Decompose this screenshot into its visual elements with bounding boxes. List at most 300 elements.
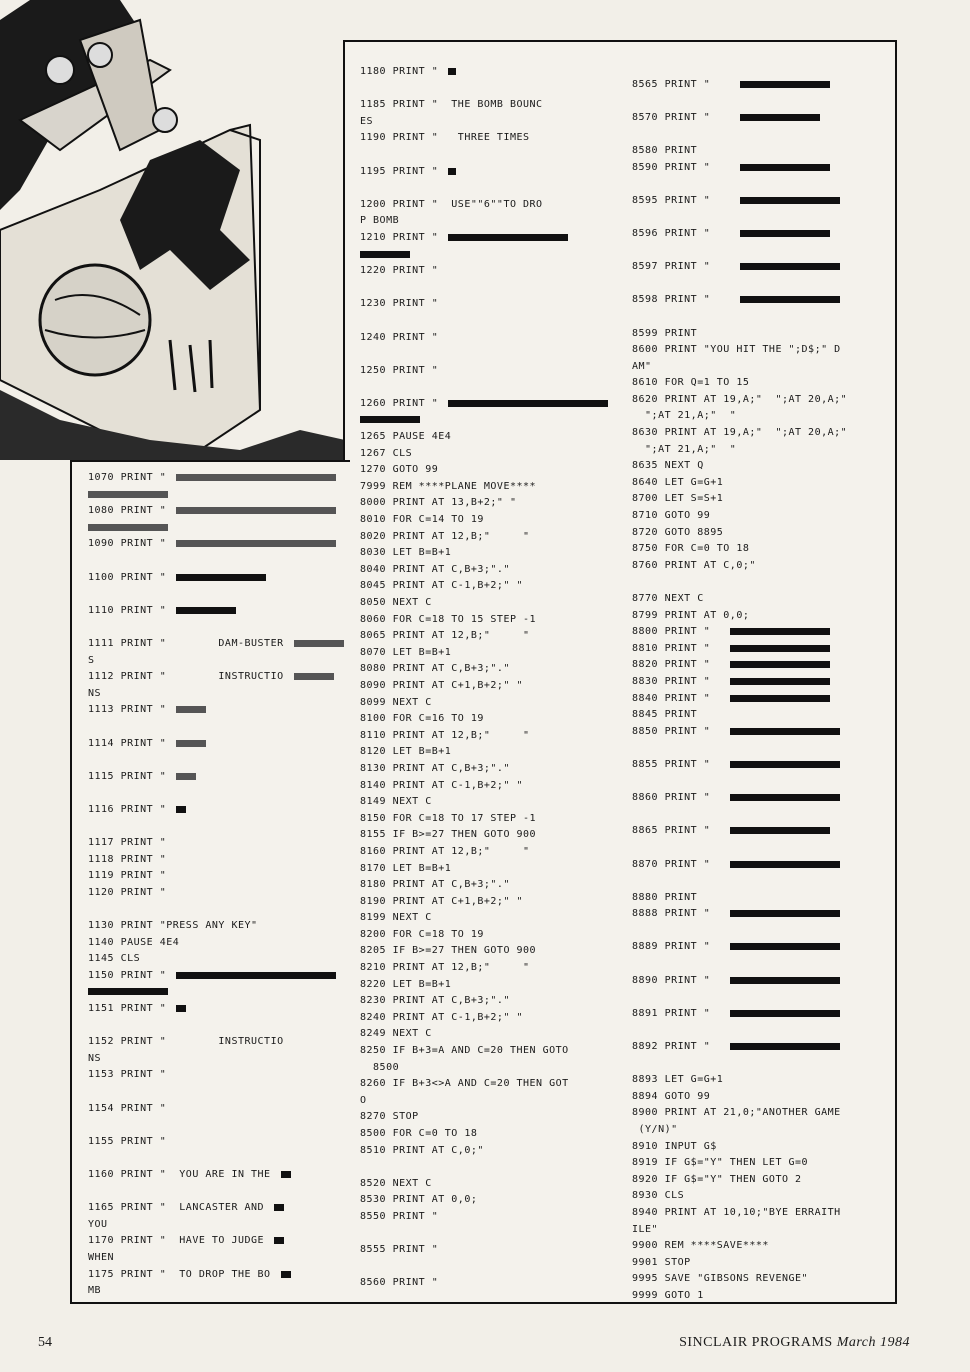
code-line [360, 811, 622, 828]
code-line [632, 458, 890, 475]
code-line [88, 802, 346, 819]
code-line [632, 143, 890, 160]
code-line [632, 989, 890, 1006]
code-line [360, 578, 622, 595]
code-line [632, 541, 890, 558]
code-line [360, 744, 622, 761]
code-text: 8155 IF B>=27 THEN GOTO 900 [360, 829, 537, 841]
code-line [632, 375, 890, 392]
code-text: 8040 PRINT AT C,B+3;"." [360, 563, 510, 575]
code-line [88, 619, 346, 636]
code-text: S [88, 654, 95, 666]
code-line [632, 342, 890, 359]
code-line [632, 1255, 890, 1272]
code-line [88, 470, 346, 487]
code-line [88, 885, 346, 902]
code-line [360, 827, 622, 844]
code-text: 8560 PRINT " [360, 1277, 439, 1289]
code-line [360, 1126, 622, 1143]
code-text: 1195 PRINT " [360, 165, 439, 177]
code-line [632, 624, 890, 641]
code-text: 8230 PRINT AT C,B+3;"." [360, 995, 510, 1007]
code-line [88, 570, 346, 587]
code-text: 1160 PRINT " YOU ARE IN THE [88, 1168, 271, 1180]
code-line [88, 1051, 346, 1068]
code-text: 8894 GOTO 99 [632, 1090, 711, 1102]
code-text: 1116 PRINT " [88, 803, 167, 815]
code-text: 1115 PRINT " [88, 770, 167, 782]
code-line [632, 774, 890, 791]
block-graphics [730, 827, 830, 834]
code-line [360, 1043, 622, 1060]
code-line [360, 728, 622, 745]
block-graphics [730, 794, 840, 801]
code-line [360, 396, 622, 413]
code-line [88, 1233, 346, 1250]
code-text: 8860 PRINT " [632, 792, 711, 804]
block-graphics [281, 1171, 291, 1178]
code-line [632, 1288, 890, 1305]
code-text: 8889 PRINT " [632, 941, 711, 953]
code-line [88, 520, 346, 537]
code-line [632, 939, 890, 956]
code-line [88, 1034, 346, 1051]
code-text: 8120 LET B=B+1 [360, 746, 452, 758]
code-line [88, 1283, 346, 1300]
code-line [88, 1001, 346, 1018]
code-text: ILE" [632, 1223, 659, 1235]
code-line [632, 226, 890, 243]
code-text: 8880 PRINT [632, 891, 698, 903]
code-line [632, 292, 890, 309]
code-line [360, 462, 622, 479]
code-line [632, 1022, 890, 1039]
code-text: 1118 PRINT " [88, 853, 167, 865]
code-line [360, 927, 622, 944]
code-line [632, 873, 890, 890]
code-text: 8070 LET B=B+1 [360, 646, 452, 658]
code-line [632, 807, 890, 824]
code-line [88, 785, 346, 802]
code-line [88, 984, 346, 1001]
code-line [88, 935, 346, 952]
code-text: 8900 PRINT AT 21,0;"ANOTHER GAME [632, 1107, 841, 1119]
code-line [88, 503, 346, 520]
code-line [360, 661, 622, 678]
code-line [632, 442, 890, 459]
block-graphics [740, 296, 840, 303]
block-graphics [740, 230, 830, 237]
block-graphics [740, 114, 820, 121]
code-line [88, 487, 346, 504]
code-line [360, 147, 622, 164]
code-text: NS [88, 1052, 102, 1064]
code-text: 8910 INPUT G$ [632, 1140, 717, 1152]
code-text: 8249 NEXT C [360, 1028, 432, 1040]
code-text: 8565 PRINT " [632, 78, 711, 90]
code-line [88, 702, 346, 719]
code-text: 1117 PRINT " [88, 837, 167, 849]
code-text: ";AT 21,A;" " [632, 443, 737, 455]
code-text: ";AT 21,A;" " [632, 410, 737, 422]
dambuster-illustration [0, 0, 345, 460]
code-text: 8599 PRINT [632, 327, 698, 339]
code-text: 8100 FOR C=16 TO 19 [360, 713, 484, 725]
code-text: 1120 PRINT " [88, 886, 167, 898]
code-text: 8891 PRINT " [632, 1007, 711, 1019]
code-line [88, 536, 346, 553]
code-text: 8060 FOR C=18 TO 15 STEP -1 [360, 613, 537, 625]
code-text: 1130 PRINT "PRESS ANY KEY" [88, 920, 258, 932]
code-text: 8892 PRINT " [632, 1041, 711, 1053]
code-text: 1112 PRINT " INSTRUCTIO [88, 671, 284, 683]
block-graphics [448, 68, 456, 75]
code-line [360, 512, 622, 529]
code-line [360, 844, 622, 861]
code-line [632, 906, 890, 923]
listing-column-left [88, 470, 346, 1300]
code-line [360, 1176, 622, 1193]
code-line [360, 1192, 622, 1209]
code-text: 8855 PRINT " [632, 758, 711, 770]
code-text: 8220 LET B=B+1 [360, 978, 452, 990]
code-line [88, 736, 346, 753]
code-line [360, 1209, 622, 1226]
code-line [360, 263, 622, 280]
code-line [360, 495, 622, 512]
code-line [360, 711, 622, 728]
code-text: 1140 PAUSE 4E4 [88, 936, 180, 948]
block-graphics [730, 728, 840, 735]
block-graphics [294, 640, 344, 647]
code-text: 8635 NEXT Q [632, 460, 704, 472]
code-line [360, 197, 622, 214]
code-line [360, 429, 622, 446]
code-text: 1100 PRINT " [88, 571, 167, 583]
code-line [360, 296, 622, 313]
code-text: 8630 PRINT AT 19,A;" ";AT 20,A;" [632, 427, 848, 439]
code-line [360, 761, 622, 778]
block-graphics [360, 416, 420, 423]
code-line [88, 852, 346, 869]
code-line [632, 674, 890, 691]
code-text: 8010 FOR C=14 TO 19 [360, 514, 484, 526]
code-text: 8160 PRINT AT 12,B;" " [360, 845, 530, 857]
code-line [632, 425, 890, 442]
code-line [360, 1010, 622, 1027]
code-line [632, 724, 890, 741]
code-text: 8260 IF B+3<>A AND C=20 THEN GOT [360, 1078, 569, 1090]
code-text: (Y/N)" [632, 1124, 678, 1135]
code-text: 8640 LET G=G+1 [632, 476, 724, 488]
code-line [632, 1188, 890, 1205]
code-line [360, 977, 622, 994]
code-text: 8930 CLS [632, 1190, 685, 1202]
code-line [360, 363, 622, 380]
code-text: 1155 PRINT " [88, 1135, 167, 1147]
code-line [88, 1217, 346, 1234]
code-text: 8570 PRINT " [632, 111, 711, 123]
code-line [360, 313, 622, 330]
code-line [632, 243, 890, 260]
code-text: 8800 PRINT " [632, 626, 711, 638]
block-graphics [281, 1271, 291, 1278]
code-line [360, 993, 622, 1010]
code-line [632, 193, 890, 210]
code-text: 1111 PRINT " DAM-BUSTER [88, 637, 284, 649]
code-text: 8200 FOR C=18 TO 19 [360, 928, 484, 940]
code-line [632, 740, 890, 757]
code-line [632, 77, 890, 94]
block-graphics [176, 574, 266, 581]
code-line [360, 130, 622, 147]
code-text: 8045 PRINT AT C-1,B+2;" " [360, 580, 524, 592]
code-line [360, 595, 622, 612]
code-text: 1250 PRINT " [360, 364, 439, 376]
code-line [88, 603, 346, 620]
code-line [632, 956, 890, 973]
code-text: 8500 [360, 1061, 400, 1073]
block-graphics [294, 673, 334, 680]
code-text: 1265 PAUSE 4E4 [360, 431, 452, 443]
code-line [360, 1275, 622, 1292]
code-line [360, 1159, 622, 1176]
code-line [360, 97, 622, 114]
code-text: 1180 PRINT " [360, 66, 439, 77]
code-line [632, 93, 890, 110]
code-text: 8500 FOR C=0 TO 18 [360, 1128, 478, 1139]
code-line [632, 1155, 890, 1172]
block-graphics [730, 761, 840, 768]
code-text: 8110 PRINT AT 12,B;" " [360, 729, 530, 741]
code-text: ES [360, 115, 374, 127]
block-graphics [88, 491, 168, 498]
code-line [632, 209, 890, 226]
block-graphics [176, 474, 336, 481]
code-line [360, 545, 622, 562]
code-text: 8050 NEXT C [360, 597, 432, 608]
code-line [88, 719, 346, 736]
block-graphics [730, 678, 830, 685]
code-line [88, 1134, 346, 1151]
code-text: 8250 IF B+3=A AND C=20 THEN GOTO [360, 1045, 569, 1057]
code-line [360, 910, 622, 927]
code-text: 8830 PRINT " [632, 675, 711, 687]
code-line [632, 1222, 890, 1239]
code-text: 1113 PRINT " [88, 704, 167, 716]
code-text: 8530 PRINT AT 0,0; [360, 1194, 478, 1206]
magazine-name: SINCLAIR PROGRAMS [679, 1335, 833, 1350]
code-line [360, 213, 622, 230]
code-text: AM" [632, 360, 652, 372]
code-line [88, 686, 346, 703]
code-line [88, 1184, 346, 1201]
code-line [632, 491, 890, 508]
code-text: 8149 NEXT C [360, 796, 432, 808]
code-line [360, 695, 622, 712]
block-graphics [730, 645, 830, 652]
code-line [360, 628, 622, 645]
block-graphics [176, 507, 336, 514]
code-text: 8580 PRINT [632, 144, 698, 156]
code-line [360, 479, 622, 496]
code-line [632, 707, 890, 724]
code-text: 8940 PRINT AT 10,10;"BYE ERRAITH [632, 1206, 841, 1218]
code-text: 1267 CLS [360, 447, 413, 459]
code-line [360, 230, 622, 247]
block-graphics [88, 524, 168, 531]
code-line [88, 1167, 346, 1184]
code-line [632, 757, 890, 774]
code-line [632, 408, 890, 425]
code-text: 1210 PRINT " [360, 231, 439, 243]
code-text: 8595 PRINT " [632, 194, 711, 206]
code-line [632, 823, 890, 840]
code-line [88, 1018, 346, 1035]
code-line [632, 923, 890, 940]
code-text: 1151 PRINT " [88, 1003, 167, 1014]
code-line [88, 951, 346, 968]
block-graphics [740, 263, 840, 270]
code-line [632, 110, 890, 127]
code-line [632, 525, 890, 542]
code-text: 7999 REM ****PLANE MOVE**** [360, 480, 537, 492]
code-text: 8030 LET B=B+1 [360, 547, 452, 559]
code-text: 8850 PRINT " [632, 725, 711, 737]
code-text: 1190 PRINT " THREE TIMES [360, 132, 530, 144]
code-line [632, 1122, 890, 1139]
code-text: 8140 PRINT AT C-1,B+2;" " [360, 779, 524, 791]
code-line [88, 818, 346, 835]
code-line [360, 412, 622, 429]
code-text: 8870 PRINT " [632, 858, 711, 870]
code-line [632, 973, 890, 990]
code-text: YOU [88, 1218, 108, 1230]
code-line [632, 641, 890, 658]
code-line [632, 276, 890, 293]
code-line [88, 1200, 346, 1217]
block-graphics [730, 943, 840, 950]
code-text: 8080 PRINT AT C,B+3;"." [360, 663, 510, 675]
code-line [632, 259, 890, 276]
code-line [88, 901, 346, 918]
code-line [632, 160, 890, 177]
code-line [360, 180, 622, 197]
code-line [632, 392, 890, 409]
block-graphics [448, 168, 456, 175]
code-text: 8810 PRINT " [632, 642, 711, 654]
code-text: 8720 GOTO 8895 [632, 526, 724, 538]
code-line [632, 1271, 890, 1288]
block-graphics [740, 164, 830, 171]
code-text: 8596 PRINT " [632, 227, 711, 239]
code-text: 1152 PRINT " INSTRUCTIO [88, 1036, 284, 1048]
code-line [632, 1089, 890, 1106]
code-line [632, 1056, 890, 1073]
code-line [88, 1150, 346, 1167]
code-line [632, 691, 890, 708]
code-line [360, 529, 622, 546]
code-text: O [360, 1094, 367, 1106]
code-line [360, 1076, 622, 1093]
code-line [88, 1067, 346, 1084]
code-line [360, 1242, 622, 1259]
code-line [88, 1084, 346, 1101]
code-line [360, 1143, 622, 1160]
code-line [360, 960, 622, 977]
code-text: 8199 NEXT C [360, 912, 432, 924]
code-text: 8590 PRINT " [632, 161, 711, 173]
code-text: 8820 PRINT " [632, 659, 711, 671]
code-text: 8920 IF G$="Y" THEN GOTO 2 [632, 1173, 802, 1185]
code-line [632, 574, 890, 591]
block-graphics [730, 695, 830, 702]
code-line [632, 558, 890, 575]
code-line [360, 877, 622, 894]
code-text: 1145 CLS [88, 953, 141, 965]
code-line [88, 1117, 346, 1134]
code-text: 1080 PRINT " [88, 505, 167, 517]
page-number: 54 [38, 1335, 52, 1350]
code-line [632, 890, 890, 907]
code-line [632, 126, 890, 143]
code-text: 8210 PRINT AT 12,B;" " [360, 962, 530, 974]
block-graphics [730, 1010, 840, 1017]
magazine-footer [679, 1335, 910, 1351]
code-line [632, 857, 890, 874]
code-line [88, 918, 346, 935]
code-text: 8610 FOR Q=1 TO 15 [632, 377, 750, 389]
code-line [360, 446, 622, 463]
block-graphics [730, 861, 840, 868]
block-graphics [274, 1204, 284, 1211]
code-line [88, 868, 346, 885]
code-text: 9901 STOP [632, 1256, 691, 1268]
block-graphics [176, 806, 186, 813]
code-text: 9995 SAVE "GIBSONS REVENGE" [632, 1273, 809, 1285]
code-text: 8770 NEXT C [632, 593, 704, 604]
code-text: 8000 PRINT AT 13,B+2;" " [360, 497, 517, 509]
code-text: 8180 PRINT AT C,B+3;"." [360, 879, 510, 891]
code-line [360, 1093, 622, 1110]
code-line [632, 1072, 890, 1089]
block-graphics [730, 1043, 840, 1050]
block-graphics [730, 977, 840, 984]
code-line [360, 64, 622, 81]
block-graphics [176, 740, 206, 747]
code-line [360, 861, 622, 878]
block-graphics [730, 661, 830, 668]
code-text: 9900 REM ****SAVE**** [632, 1240, 769, 1252]
code-text: 1175 PRINT " TO DROP THE BO [88, 1268, 271, 1280]
code-line [360, 247, 622, 264]
issue-date: March 1984 [836, 1335, 910, 1350]
code-text: 8020 PRINT AT 12,B;" " [360, 530, 530, 542]
code-line [360, 778, 622, 795]
code-text: 1070 PRINT " [88, 472, 167, 483]
code-text: 8099 NEXT C [360, 696, 432, 708]
code-line [632, 309, 890, 326]
code-line [632, 475, 890, 492]
block-graphics [730, 628, 830, 635]
code-text: 1170 PRINT " HAVE TO JUDGE [88, 1235, 265, 1247]
code-line [632, 657, 890, 674]
code-text: 8890 PRINT " [632, 974, 711, 986]
code-text: 8620 PRINT AT 19,A;" ";AT 20,A;" [632, 393, 848, 405]
code-text: 1150 PRINT " [88, 969, 167, 981]
block-graphics [176, 540, 336, 547]
code-text: 1185 PRINT " THE BOMB BOUNC [360, 99, 543, 111]
